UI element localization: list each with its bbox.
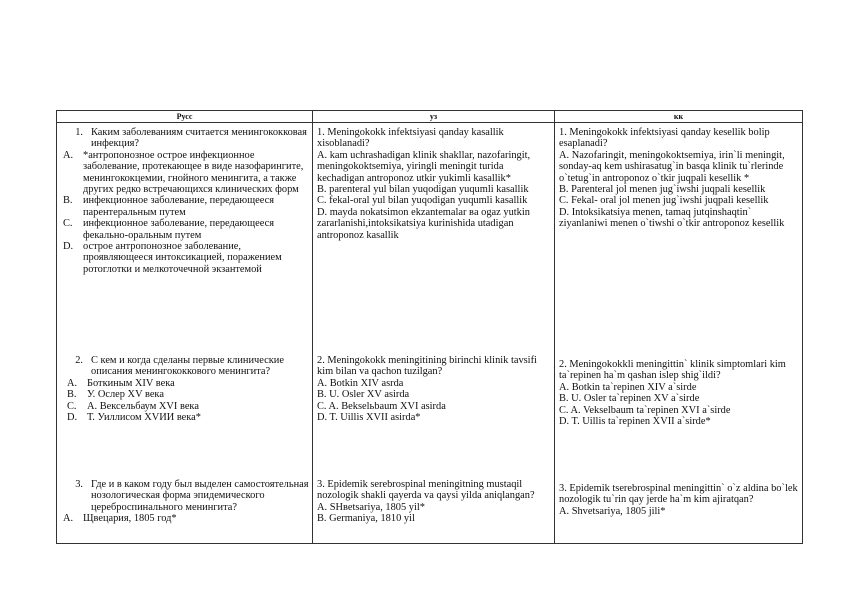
question-table — [56, 110, 803, 544]
answer-option: D. mayda nokatsimon ekzantemalar вa ogaz yutkin zararlanishi,intoksikatsiya kurinishida utadigan antroponoz kasallik — [317, 206, 530, 241]
answer-option: A. Botkin ta`repinen XIV a`sirde — [559, 381, 697, 393]
cell-q3-russian — [57, 479, 313, 544]
answer-option: B. parenteral yul bilan yuqodigan yuqumli kasallik — [317, 184, 529, 196]
answer-option: B. Germaniya, 1810 yil — [317, 513, 415, 525]
answer-option: C. А. Вексельбаум XVI века — [67, 400, 199, 412]
question-text: 2. С кем и когда сделаны первые клинические описания менингококкового менингита? — [75, 355, 284, 378]
answer-option: C. инфекционное заболевание, передающееся фекально-оральным путем — [63, 218, 275, 241]
question-text: 3. Epidemik serebrospinal meningitning mustaqil nozologik shakli qayerda va qaysi yilda aniqlangan? — [317, 479, 535, 502]
answer-option: A. SHвetsariya, 1805 yil* — [317, 501, 425, 513]
answer-option: B. U. Osler XV asirda — [317, 389, 410, 401]
question-text: 3. Epidemik tserebrospinal meningittin` o`z aldina bo`lek nozologik tu`rin qay jerde ha`m kim ajiratqan? — [559, 483, 798, 506]
cell-q1-russian — [57, 123, 313, 356]
answer-option: B. У. Ослер XV века — [67, 389, 164, 401]
header-karakalpak: кк — [555, 111, 803, 123]
cell-q2-russian — [57, 355, 313, 479]
answer-option: A. Боткиным XIV века — [67, 377, 175, 389]
question-text: 2. Meningokokkli meningittin` klinik simptomlari kim ta`repinen ha`m qashan islep shig`ildi? — [559, 359, 786, 382]
question-text: 1. Каким заболеваниям считается менингококковая инфекция? — [75, 127, 307, 150]
cell-q2-karakalpak — [555, 355, 803, 479]
answer-option: D. Т. Уиллисом XVИИ века* — [67, 412, 201, 424]
question-text: 1. Meningokokk infektsiyasi qanday kasallik xisoblanadi? — [317, 127, 504, 150]
answer-option: B. Parenteral jol menen jug`iwshi juqpali kesellik — [559, 184, 766, 196]
answer-option: A. Щвецария, 1805 год* — [63, 513, 177, 525]
question-text: 2. Meningokokk meningitining birinchi klinik tavsifi kim bilan va qachon tuzilgan? — [317, 355, 537, 378]
answer-option: A. Shvetsariya, 1805 jili* — [559, 505, 666, 517]
answer-option: A. Nazofaringit, meningokoktsemiya, irin`li meningit, sonday-aq kem ushirasatug`in basqa klinik tu`rlerinde o`tetug`in antroponoz o`tkir juqpali kesellik * — [559, 149, 785, 184]
cell-q3-uzbek — [313, 479, 555, 544]
cell-q3-karakalpak — [555, 479, 803, 544]
answer-option: A. Botkin XIV asrda — [317, 377, 404, 389]
table-row — [57, 355, 803, 479]
answer-option: C. fekal-oral yul bilan yuqodigan yuqumli kasallik — [317, 195, 528, 207]
cell-q1-uzbek — [313, 123, 555, 356]
answer-option: D. T. Uillis ta`repinen XVII a`sirde* — [559, 416, 711, 428]
answer-option: B. U. Osler ta`repinen XV a`sirde — [559, 393, 700, 405]
answer-option: A. kam uchrashadigan klinik shakllar, nazofaringit, meningokoktsemiya, yiringli meningit turida kechadigan antroponoz utkir yukimli kasallik* — [317, 149, 531, 184]
cell-q1-karakalpak — [555, 123, 803, 356]
answer-option: D. острое антропонозное заболевание, проявляющееся интоксикацией, поражением ротоглотки и мелкоточечной экзантемой — [63, 241, 282, 275]
question-text: 1. Meningokokk infektsiyasi qanday kesellik bolip esaplanadi? — [559, 127, 770, 150]
answer-option: C. A. Vekselbaum ta`repinen XVI a`sirde — [559, 404, 731, 416]
header-russian: Русс — [57, 111, 313, 123]
answer-option: A. *антропонозное острое инфекционное заболевание, протекающее в виде назофарингите, менингококцемии, гнойного менингита, а также других редко встречающихся клинических форм — [63, 149, 304, 196]
table-row — [57, 479, 803, 544]
table-header-row — [57, 111, 803, 123]
cell-q2-uzbek — [313, 355, 555, 479]
answer-option: D. T. Uillis XVII asirda* — [317, 412, 421, 424]
table-row — [57, 123, 803, 356]
answer-option: C. A. Bekselьbaum XVI asirda — [317, 400, 446, 412]
answer-option: D. Intoksikatsiya menen, tamaq jutqinshaqtin` ziyanlaniwi menen o`tiwshi o`tkir antroponoz kesellik — [559, 206, 785, 230]
question-text: 3. Где и в каком году был выделен самостоятельная нозологическая форма эпидемического цереброспинального менингита? — [75, 479, 309, 513]
answer-option: B. инфекционное заболевание, передающееся парентеральным путем — [63, 195, 275, 218]
answer-option: C. Fekal- oral jol menen jug`iwshi juqpali kesellik — [559, 195, 769, 207]
header-uzbek: уз — [313, 111, 555, 123]
